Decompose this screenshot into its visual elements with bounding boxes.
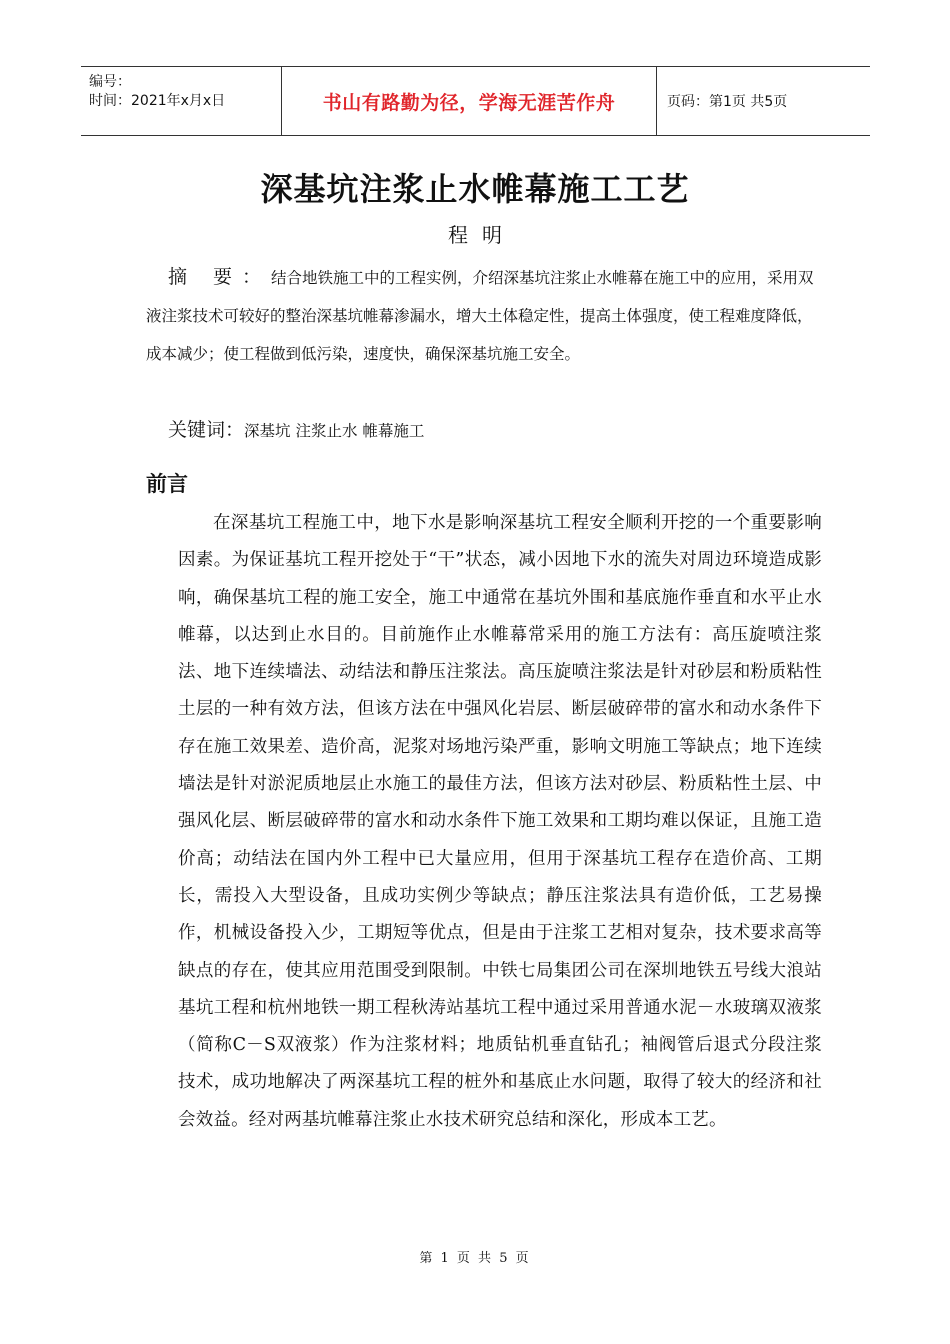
document-title: 深基坑注浆止水帷幕施工工艺 (260, 170, 690, 208)
abstract-label: 摘 要： (168, 266, 272, 288)
section-heading: 前言 (146, 472, 188, 496)
document-number: 编号： (89, 74, 131, 90)
footer-page-number: 第 1 页 共 5 页 (419, 1251, 531, 1266)
abstract (146, 258, 818, 373)
header-page-number: 页码：第1页 共5页 (667, 94, 788, 110)
document-date: 时间：2021年x月x日 (89, 93, 226, 109)
body-paragraph: 在深基坑工程施工中，地下水是影响深基坑工程安全顺利开挖的一个重要影响因素。为保证基坑工程开挖处于“干”状态，减小因地下水的流失对周边环境造成影响，确保基坑工程的施工安全，施工中通常在基坑外围和基底施作垂直和水平止水帷幕，以达到止水目的。目前施作止水帷幕常采用的施工方法有：高压旋喷注浆法、地下连续墙法、动结法和静压注浆法。高压旋喷注浆法是针对砂层和粉质粘性土层的一种有效方法，但该方法在中强风化岩层、断层破碎带的富水和动水条件下存在施工效果差、造价高，泥浆对场地污染严重，影响文明施工等缺点；地下连续墙法是针对淤泥质地层止水施工的最佳方法，但该方法对砂层、粉质粘性土层、中强风化层、断层破碎带的富水和动水条件下施工效果和工期均难以保证，且施工造价高；动结法在国内外工程中已大量应用，但用于深基坑工程存在造价高、工期长，需投入大型设备，且成功实例少等缺点；静压注浆法具有造价低，工艺易操作，机械设备投入少，工期短等优点，但是由于注浆工艺相对复杂，技术要求高等缺点的存在，使其应用范围受到限制。中铁七局集团公司在深圳地铁五号线大浪站基坑工程和杭州地铁一期工程秋涛站基坑工程中通过采用普通水泥－水玻璃双液浆（简称C－S双液浆）作为注浆材料；地质钻机垂直钻孔；袖阀管后退式分段注浆技术，成功地解决了两深基坑工程的桩外和基底止水问题，取得了较大的经济和社会效益。经对两基坑帷幕注浆止水技术研究总结和深化，形成本工艺。 (178, 513, 822, 1130)
header-meta (81, 67, 281, 135)
keywords-text: 深基坑 注浆止水 帷幕施工 (244, 422, 425, 440)
keywords (146, 412, 818, 449)
document-header (81, 66, 870, 136)
header-motto: 书山有路勤为径，学海无涯苦作舟 (281, 67, 657, 135)
keywords-label: 关键词： (168, 419, 245, 441)
document-author: 程明 (448, 223, 516, 247)
abstract-text: 结合地铁施工中的工程实例，介绍深基坑注浆止水帷幕在施工中的应用，采用双液注浆技术可较好的整治深基坑帷幕渗漏水，增大土体稳定性，提高土体强度，使工程难度降低，成本减少；使工程做到低污染，速度快，确保深基坑施工安全。 (146, 269, 814, 363)
